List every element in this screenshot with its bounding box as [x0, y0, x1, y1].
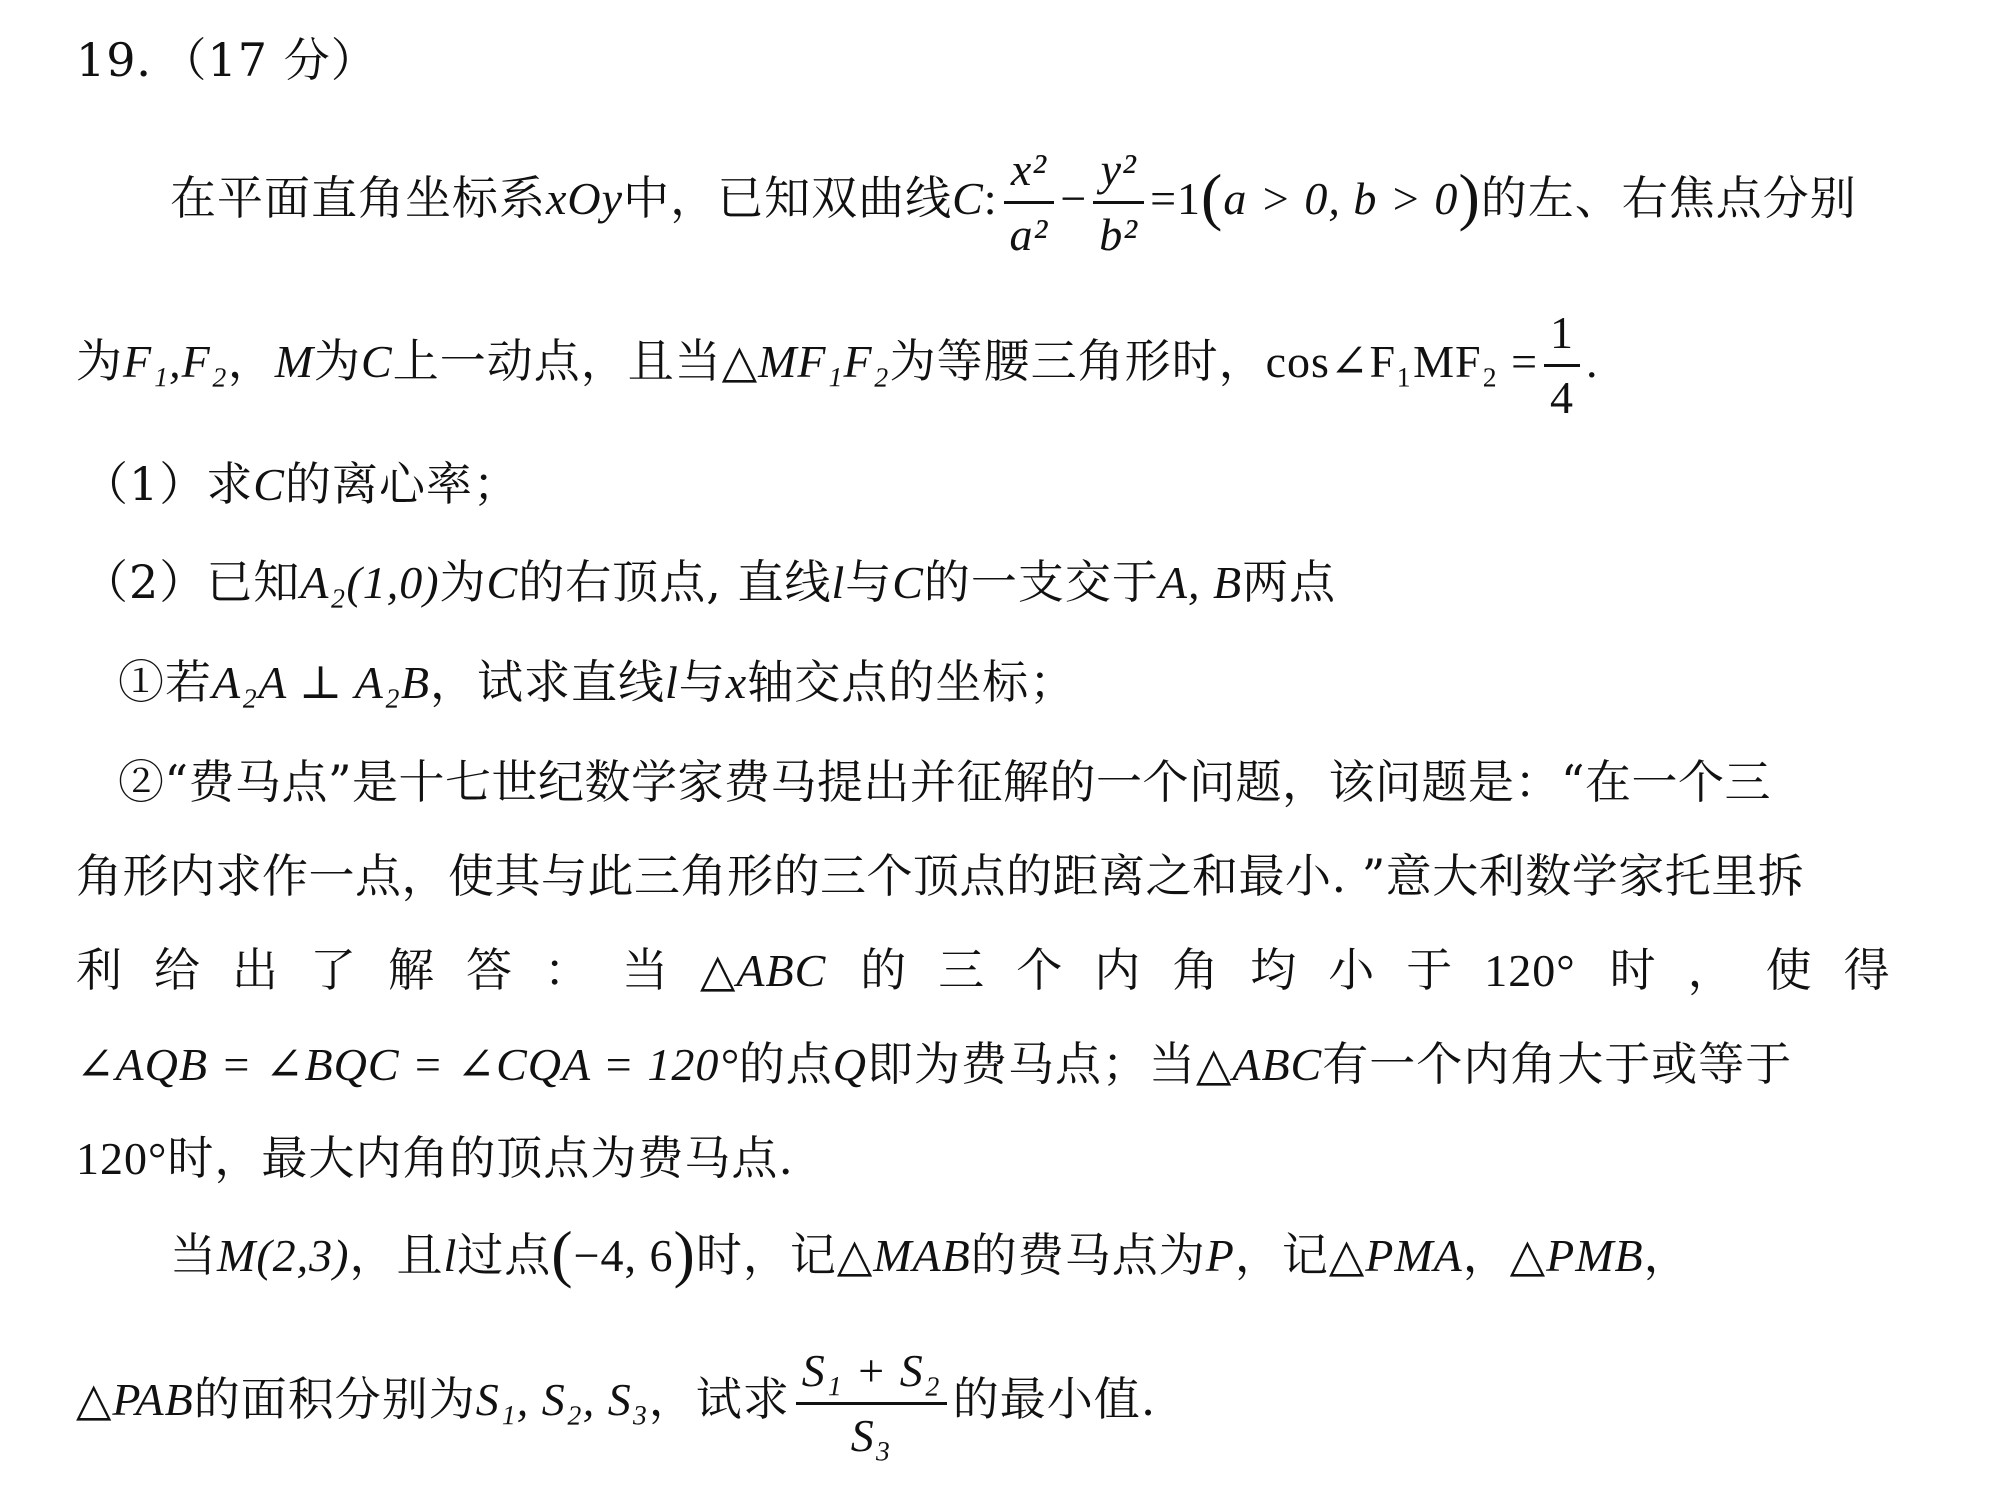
math-l: l	[664, 657, 679, 708]
question-text: 的右顶点, 直线	[518, 555, 832, 609]
math-pab: PAB	[112, 1374, 194, 1425]
final-text: ，	[1643, 1228, 1691, 1282]
sub-question-text: 有一个内角大于或等于	[1322, 1037, 1793, 1091]
sub-question-text: 时，使得	[1609, 943, 1922, 997]
question-text: 为	[439, 555, 487, 609]
fraction-area-ratio	[796, 1340, 947, 1467]
fraction-y2-b2	[1093, 139, 1144, 266]
math-pma: PMA	[1365, 1230, 1463, 1281]
final-text: ，△	[1462, 1228, 1547, 1282]
math-c: C	[892, 557, 924, 608]
fraction-x2-a2	[1004, 139, 1055, 266]
math-c: C	[952, 173, 984, 224]
fraction-numerator: 1	[1544, 302, 1580, 367]
stem-text: 中，已知双曲线	[623, 171, 953, 225]
sub-question-1	[118, 652, 1076, 713]
final-text: 当	[170, 1228, 217, 1282]
math-p: P	[1205, 1230, 1235, 1281]
math-point-coords: −4, 6	[573, 1230, 674, 1281]
math-angle-equality: ∠AQB = ∠BQC = ∠CQA = 120°	[76, 1039, 739, 1090]
sub-question-text: ②“费马点”是十七世纪数学家费马提出并征解的一个问题，该问题是：“在一个三	[118, 755, 1772, 809]
final-text: △	[76, 1372, 113, 1426]
math-period: .	[1586, 336, 1599, 387]
problem-number-label: 19．（17 分）	[76, 33, 378, 87]
sub-question-text: 时，最大内角的顶点为费马点.	[167, 1131, 795, 1185]
question-text: 的离心率；	[284, 457, 520, 511]
fraction-numerator: y²	[1093, 139, 1144, 204]
math-mab: MAB	[873, 1230, 971, 1281]
stem-line-1	[170, 132, 1857, 266]
final-text: 过点	[457, 1228, 552, 1282]
math-l: l	[443, 1230, 458, 1281]
final-text: ，试求	[648, 1372, 790, 1426]
math-l: l	[831, 557, 846, 608]
fraction-numerator: S₁ + S₂	[796, 1340, 947, 1405]
fraction-denominator: a²	[1009, 208, 1049, 260]
sub-question-text: ①若	[118, 655, 212, 709]
sub-question-text: 角形内求作一点，使其与此三角形的三个顶点的距离之和最小. ”意大利数学家托里拆	[76, 849, 1805, 903]
stem-text: 为等腰三角形时，	[889, 334, 1266, 388]
paren-open: (	[1201, 161, 1224, 232]
math-120-degrees: 120°	[76, 1133, 168, 1184]
sub-question-text: ，试求直线	[429, 655, 665, 709]
fraction-numerator: x²	[1004, 139, 1055, 204]
problem-number	[76, 30, 378, 90]
stem-text: 在平面直角坐标系	[170, 171, 546, 225]
stem-line-2	[76, 296, 1599, 429]
sub-question-text: 的点	[738, 1037, 833, 1091]
math-mf1f2: MF₁F₂	[758, 336, 890, 387]
math-a2: A₂(1,0)	[300, 557, 440, 608]
stem-text: 为	[314, 334, 362, 388]
final-text: 的最小值.	[952, 1372, 1157, 1426]
sub-question-text: 即为费马点；当△	[866, 1037, 1233, 1091]
math-colon: :	[983, 173, 998, 224]
math-equals-one: =1	[1150, 173, 1202, 224]
final-text: 的面积分别为	[193, 1372, 476, 1426]
math-triangle-abc: △ABC	[700, 945, 827, 996]
fraction-one-quarter	[1544, 302, 1580, 429]
question-1	[82, 454, 520, 515]
sub-question-text: 与	[678, 655, 726, 709]
stem-text: ，	[227, 334, 275, 388]
math-condition: a > 0, b > 0	[1223, 173, 1459, 224]
fraction-denominator: 4	[1550, 371, 1575, 423]
math-m: M	[274, 336, 315, 387]
sub-question-text: 轴交点的坐标；	[747, 655, 1077, 709]
sub-question-text: 的三个内角均小于	[860, 943, 1485, 997]
stem-text: 为	[76, 334, 123, 388]
math-cos: cos∠F₁MF₂ =	[1265, 336, 1539, 387]
fraction-denominator: b²	[1099, 208, 1139, 260]
sub-question-2-line-3	[76, 940, 1922, 1001]
paren-close: )	[673, 1218, 696, 1289]
question-text: （2）已知	[82, 555, 301, 609]
math-c: C	[253, 459, 285, 510]
math-m-point: M(2,3)	[217, 1230, 350, 1281]
final-text: ，且	[349, 1228, 444, 1282]
fraction-denominator: S₃	[850, 1409, 892, 1461]
stem-text: 上一动点，且当△	[392, 334, 759, 388]
math-areas: S₁, S₂, S₃	[475, 1374, 649, 1425]
math-minus: −	[1060, 173, 1088, 224]
math-foci: F₁,F₂	[123, 336, 228, 387]
question-2	[82, 552, 1336, 613]
final-text: 时，记△	[695, 1228, 874, 1282]
sub-question-text: 利给出了解答：当	[76, 943, 700, 997]
math-120-degrees: 120°	[1484, 945, 1576, 996]
math-q: Q	[832, 1039, 867, 1090]
question-text: 与	[845, 555, 893, 609]
sub-question-2-line-4	[76, 1034, 1792, 1095]
math-abc: ABC	[1232, 1039, 1323, 1090]
paren-open: (	[551, 1218, 574, 1289]
sub-question-2-line-2	[76, 846, 1804, 906]
math-perpendicular: A₂A ⊥ A₂B	[212, 657, 430, 708]
paren-close: )	[1458, 161, 1481, 232]
final-text: ，记△	[1234, 1228, 1366, 1282]
sub-question-2-line-5	[76, 1128, 794, 1189]
question-text: （1）求	[82, 457, 254, 511]
stem-text: 的左、右焦点分别	[1480, 171, 1857, 225]
sub-question-2-line-1	[118, 752, 1771, 812]
question-text: 的一支交于	[923, 555, 1159, 609]
question-text: 两点	[1242, 555, 1337, 609]
math-c: C	[361, 336, 393, 387]
math-x: x	[725, 657, 748, 708]
final-line-1	[170, 1218, 1691, 1289]
final-line-2	[76, 1334, 1156, 1467]
math-ab: A, B	[1158, 557, 1243, 608]
math-pmb: PMB	[1546, 1230, 1644, 1281]
final-text: 的费马点为	[970, 1228, 1206, 1282]
math-xoy: xOy	[546, 173, 624, 224]
math-c: C	[486, 557, 519, 608]
